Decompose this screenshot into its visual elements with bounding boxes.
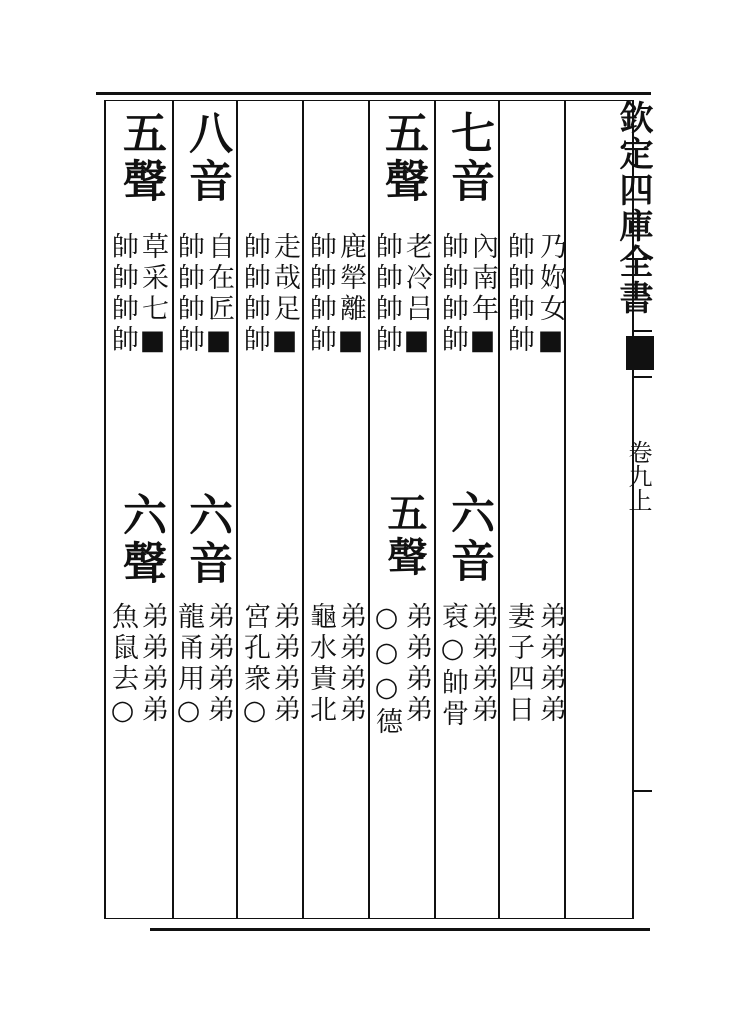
fish-tail-mark [626,336,654,370]
upper-text-col1-b: 帥帥帥帥 [503,232,534,356]
lower-text-col5-b: 宮孔衆○ [239,602,270,730]
upper-text-col3-b: 帥帥帥帥 [371,232,402,356]
lower-text-col7-a: 弟弟弟弟 [137,602,168,726]
upper-text-col6-b: 帥帥帥帥 [173,232,204,356]
lower-text-col5-a: 弟弟弟弟 [269,602,300,726]
tone-heading-col2-lower: 六音 [443,490,494,586]
bottom-border-inner [104,918,634,919]
lower-text-col6-b: 龍甬用○ [173,602,204,730]
upper-text-col4-a: 鹿犖離■ [335,232,366,360]
upper-text-col6-a: 自在匠■ [203,232,234,360]
column-divider [434,100,436,918]
column-divider [564,100,566,918]
lower-text-col2-a: 弟弟弟弟 [467,602,498,726]
column-divider [236,100,238,918]
column-divider [498,100,500,918]
lower-text-col4-b: 龜水貴北 [305,602,336,726]
left-border [104,100,106,918]
bottom-border [150,928,650,931]
upper-text-col7-a: 草采七■ [137,232,168,360]
lower-text-col7-b: 魚鼠去○ [107,602,138,730]
lower-text-col4-a: 弟弟弟弟 [335,602,366,726]
lower-text-col1-a: 弟弟弟弟 [535,602,566,726]
column-divider [302,100,304,918]
top-border [96,92,651,95]
lower-text-col3-a: 弟弟弟弟 [401,602,432,726]
tone-heading-col6-upper: 八音 [181,110,232,206]
margin-rule [632,790,652,792]
column-divider [172,100,174,918]
upper-text-col1-a: 乃妳女■ [535,232,566,360]
lower-text-col3-b: ○○○德 [371,602,402,738]
upper-text-col3-a: 老冷吕■ [401,232,432,360]
column-divider [368,100,370,918]
tone-heading-col3-lower: 五聲 [381,492,428,580]
fish-tail-line [632,330,652,332]
tone-heading-col2-upper: 七音 [443,110,494,206]
upper-text-col2-b: 帥帥帥帥 [437,232,468,356]
upper-text-col5-b: 帥帥帥帥 [239,232,270,356]
tone-heading-col7-lower: 六聲 [115,492,166,588]
upper-text-col4-b: 帥帥帥帥 [305,232,336,356]
upper-text-col7-b: 帥帥帥帥 [107,232,138,356]
volume-label: 卷九上 [624,440,652,512]
lower-text-col6-a: 弟弟弟弟 [203,602,234,726]
book-title: 欽定四庫全書 [613,100,653,316]
lower-text-col2-b: 裒○帥骨 [437,602,468,730]
lower-text-col1-b: 妻子四日 [503,602,534,726]
tone-heading-col3-upper: 五聲 [377,110,428,206]
tone-heading-col6-lower: 六音 [181,492,232,588]
upper-text-col5-a: 走哉足■ [269,232,300,360]
tone-heading-col7-upper: 五聲 [115,110,166,206]
fish-tail-line [632,376,652,378]
upper-text-col2-a: 內南年■ [467,232,498,360]
